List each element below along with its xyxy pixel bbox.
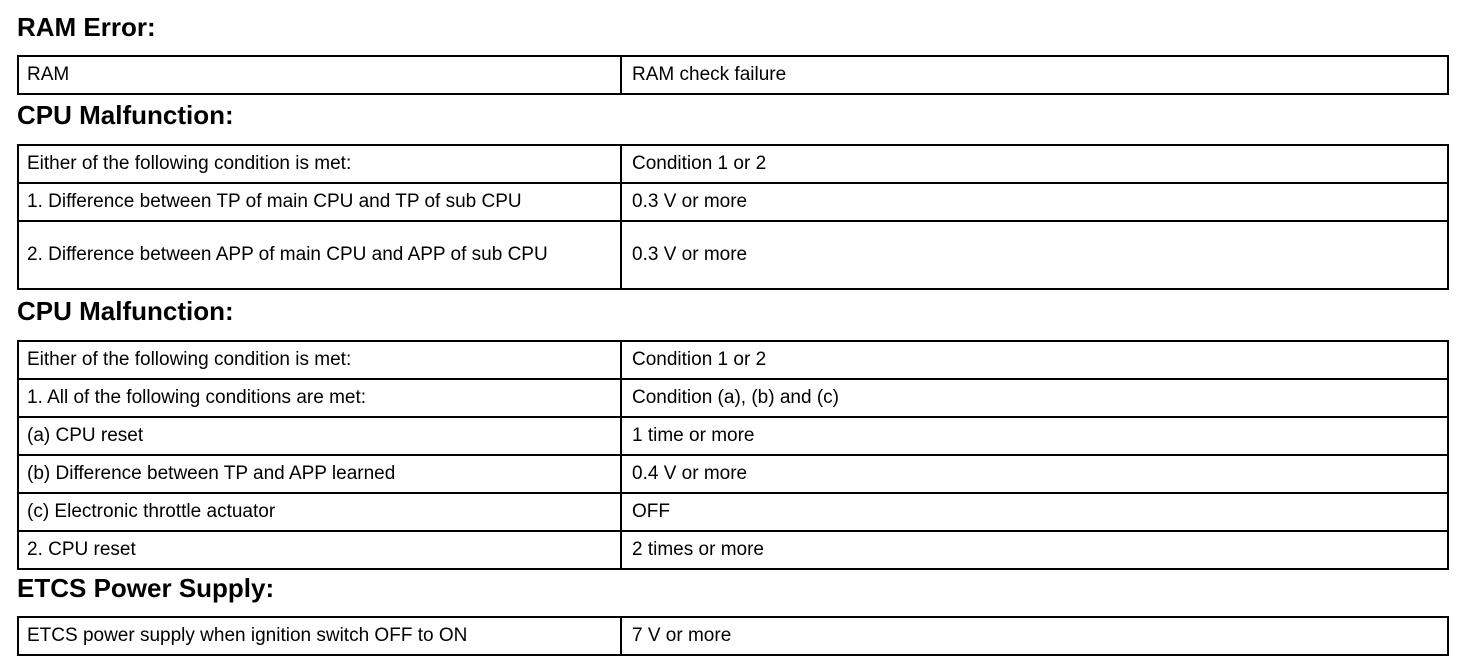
condition-cell: Either of the following condition is met: — [18, 341, 621, 379]
etcs-power-supply-table — [17, 616, 1449, 656]
cpu-malfunction-table-1 — [17, 144, 1449, 290]
table-row — [18, 183, 1448, 221]
value-cell: 0.3 V or more — [621, 183, 1448, 221]
section-title-cpu-malfunction-1: CPU Malfunction: — [17, 100, 234, 130]
table-row — [18, 221, 1448, 289]
condition-cell: 2. Difference between APP of main CPU and APP of sub CPU — [18, 221, 621, 289]
table-row — [18, 617, 1448, 655]
value-cell: 7 V or more — [621, 617, 1448, 655]
condition-cell: Either of the following condition is met: — [18, 145, 621, 183]
condition-cell: RAM — [18, 56, 621, 94]
table-row — [18, 56, 1448, 94]
value-cell: 0.3 V or more — [621, 221, 1448, 289]
table-row — [18, 531, 1448, 569]
value-cell: Condition (a), (b) and (c) — [621, 379, 1448, 417]
table-row — [18, 341, 1448, 379]
table-row — [18, 455, 1448, 493]
value-cell: OFF — [621, 493, 1448, 531]
ram-error-table — [17, 55, 1449, 95]
condition-cell: 1. All of the following conditions are met: — [18, 379, 621, 417]
table-row — [18, 493, 1448, 531]
table-row — [18, 379, 1448, 417]
section-title-ram-error: RAM Error: — [17, 12, 156, 42]
condition-cell: (a) CPU reset — [18, 417, 621, 455]
value-cell: RAM check failure — [621, 56, 1448, 94]
condition-cell: 2. CPU reset — [18, 531, 621, 569]
condition-cell: (c) Electronic throttle actuator — [18, 493, 621, 531]
table-row — [18, 417, 1448, 455]
cpu-malfunction-table-2 — [17, 340, 1449, 570]
value-cell: 1 time or more — [621, 417, 1448, 455]
value-cell: 2 times or more — [621, 531, 1448, 569]
condition-cell: (b) Difference between TP and APP learned — [18, 455, 621, 493]
value-cell: Condition 1 or 2 — [621, 145, 1448, 183]
section-title-etcs-power-supply: ETCS Power Supply: — [17, 573, 275, 603]
value-cell: Condition 1 or 2 — [621, 341, 1448, 379]
condition-cell: 1. Difference between TP of main CPU and TP of sub CPU — [18, 183, 621, 221]
value-cell: 0.4 V or more — [621, 455, 1448, 493]
condition-cell: ETCS power supply when ignition switch OFF to ON — [18, 617, 621, 655]
section-title-cpu-malfunction-2: CPU Malfunction: — [17, 296, 234, 326]
table-row — [18, 145, 1448, 183]
